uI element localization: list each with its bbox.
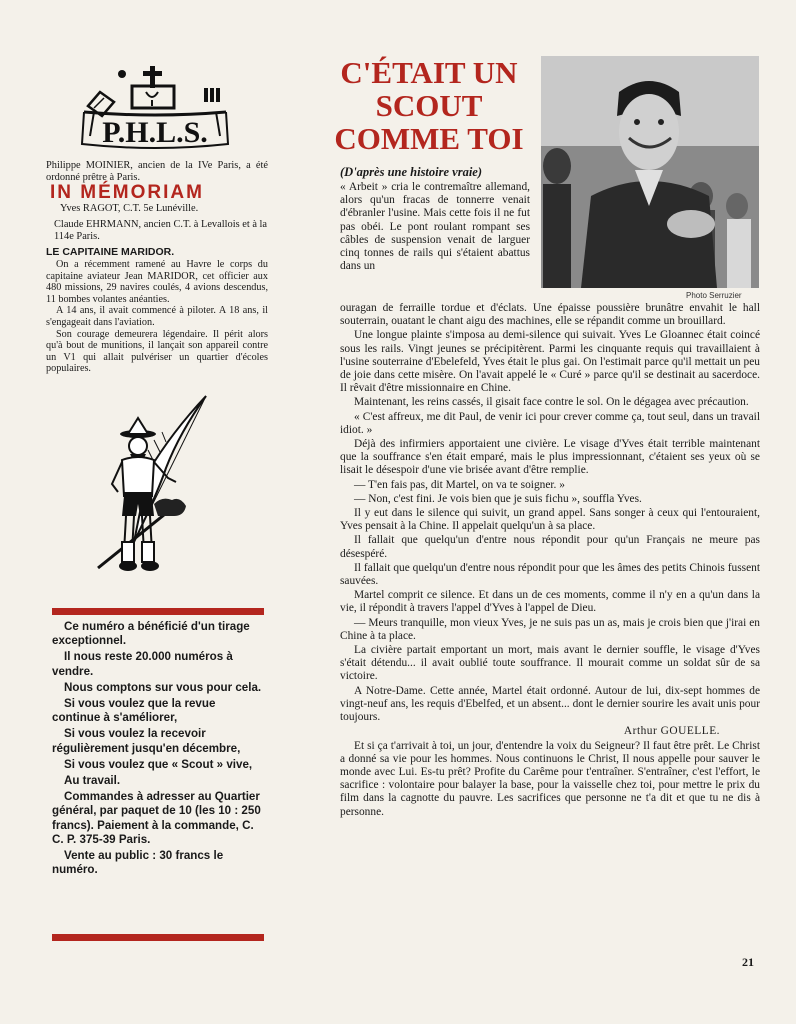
scout-illustration <box>88 392 216 602</box>
phls-emblem-drawing <box>80 62 230 160</box>
notice-paragraph: Vente au public : 30 francs le numéro. <box>52 849 224 877</box>
article-paragraph: — T'en fais pas, dit Martel, on va te soigner. » <box>354 478 565 491</box>
notice-rule-bottom <box>52 934 264 941</box>
page-number: 21 <box>742 955 754 969</box>
article-intro <box>340 181 530 273</box>
article-paragraph: Une longue plainte s'imposa au demi-silence qui suivait. Yves Le Gloannec était coincé sous les rails. Vingt jeunes se précipitèrent. Parmi les cinquante requis qui travaillaient à l'usine souterraine d'Ebelefeld, Yves était le plus gai. On l'estimait parce qu'il mettait un peu de joie dans cette misère. On l'avait appelé le « Curé » parce qu'il se destinait au sacerdoce. Il rêvait d'être missionnaire en Chine. <box>340 329 760 395</box>
scout-drawing <box>88 392 216 602</box>
article-paragraph: ouragan de ferraille tordue et d'éclats. Une épaisse poussière brunâtre envahit le hall souterrain, ouatant le chant aigu des machines, elle se répandit comme un brouillard. <box>340 302 760 328</box>
article-photo <box>541 56 759 288</box>
article-title-line: C'ÉTAIT UN <box>340 55 518 90</box>
notice-paragraph: Ce numéro a bénéficié d'un tirage exceptionnel. <box>52 620 250 648</box>
notice-paragraph: Commandes à adresser au Quartier général, par paquet de 10 (les 10 : 250 francs). Paiement à la commande, C. C. P. 375-39 Paris. <box>52 790 261 846</box>
memoriam-entry: Claude EHRMANN, ancien C.T. à Levallois et à la 114e Paris. <box>54 219 268 242</box>
article-subtitle: (D'après une histoire vraie) <box>340 165 483 179</box>
article-paragraph: Il fallait que quelqu'un d'entre nous répondit pour que les âmes des petits Chinois fussent sauvées. <box>340 561 760 588</box>
maridor-article <box>46 259 268 375</box>
ordination-notice: Philippe MOINIER, ancien de la IVe Paris, a été ordonné prêtre à Paris. <box>46 160 268 183</box>
notice-paragraph: Si vous voulez que « Scout » vive, <box>64 757 253 771</box>
maridor-paragraph: Son courage demeurera légendaire. Il périt alors qu'à bout de munitions, il lançait son appareil contre un V1 qui allait pulvériser un quartier d'écoles populaires. <box>46 328 268 375</box>
maridor-paragraph: On a récemment ramené au Havre le corps du capitaine aviateur Jean MARIDOR, cet officier aux 480 missions, 29 navires coulés, 4 avions descendus, 11 bombes volantes anéanties. <box>46 259 268 305</box>
memoriam-entry: Yves RAGOT, C.T. 5e Lunéville. <box>60 203 199 214</box>
article-signature <box>340 725 760 738</box>
author-name: Arthur GOUELLE. <box>623 725 720 738</box>
article-paragraph: La civière partait emportant un mort, mais avant le dernier souffle, le visage d'Yves s'était détendu... il avait oublié toute souffrance. Il mourait comme un soldat sûr de sa victoire. <box>340 644 760 683</box>
photo-credit: Photo Serruzier <box>686 291 742 300</box>
scout-photo-image <box>541 56 759 288</box>
article-paragraph: Martel comprit ce silence. Et dans un de ces moments, comme il n'y en a qu'un dans la vie, il répondit à travers l'appel d'Yves à l'appel de Dieu. <box>340 589 760 615</box>
article-paragraph: — Meurs tranquille, mon vieux Yves, je ne suis pas un as, mais je crois bien que j'irai en Chine à ta place. <box>340 616 760 642</box>
article-title <box>326 56 532 155</box>
notice-paragraph: Au travail. <box>64 774 121 788</box>
notice-rule-top <box>52 608 264 615</box>
article-paragraph: « Arbeit » cria le contremaître allemand, alors qu'un fracas de tonnerre venait d'ébranler l'usine. Mais cette fois il ne fut pas obéi. Le pont roulant rompant ses câbles de suspension venait de larguer cinq tonnes de rails qui s'étaient abattus dans un <box>340 181 530 273</box>
memoriam-heading: IN MÉMORIAM <box>50 182 204 203</box>
notice-paragraph: Si vous voulez la recevoir régulièrement jusqu'en décembre, <box>52 727 241 755</box>
article-paragraph: Maintenant, les reins cassés, il gisait face contre le sol. On le dégagea avec précaution. <box>354 396 749 409</box>
maridor-paragraph: A 14 ans, il avait commencé à piloter. A 18 ans, il s'engageait dans l'aviation. <box>46 305 268 328</box>
phls-emblem <box>80 62 230 160</box>
notice-paragraph: Il nous reste 20.000 numéros à vendre. <box>52 650 233 678</box>
notice-paragraph: Nous comptons sur vous pour cela. <box>64 680 262 694</box>
notice-paragraph: Si vous voulez que la revue continue à s'améliorer, <box>52 697 216 725</box>
article-paragraph: Il fallait que quelqu'un d'entre nous répondit pour qu'un Français ne meure pas désespéré. <box>340 534 760 560</box>
phls-emblem-text: P.H.L.S. <box>102 116 208 149</box>
article-paragraph: A Notre-Dame. Cette année, Martel était ordonné. Autour de lui, dix-sept hommes de vingt-neuf ans, les requis d'Ebelfed, et un absent... dont le dernier sourire les avait unis pour toujours. <box>340 684 760 724</box>
article-paragraph: — Non, c'est fini. Je vois bien que je suis fichu », souffla Yves. <box>354 492 642 505</box>
article-title-line: SCOUT <box>375 88 483 123</box>
article-paragraph: Et si ça t'arrivait à toi, un jour, d'entendre la voix du Seigneur? Il faut être prêt. Le Christ a donné sa vie pour les hommes. Nous continuons le Christ, Il nous appelle pour sauver le monde avec Lui. Es-tu prêt? Profite du Carême pour t'entraîner. S'entraîner, c'est l'effort, le sacrifice : volontaire pour balayer la base, pour la vaisselle chez toi, pour mettre le prix du film dans la cagnotte du pauvre. Les sacrifices que personne ne t'a dit et que tu ne dis à personne. <box>340 739 760 818</box>
article-body <box>340 302 760 820</box>
memoriam-list <box>46 203 268 243</box>
article-paragraph: Il y eut dans le silence qui suivit, un grand appel. Sans songer à ceux qui l'entouraient, Yves pensait à la Chine. Il appelait quelqu'un à sa place. <box>340 507 760 533</box>
article-paragraph: « C'est affreux, me dit Paul, de venir ici pour crever comme ça, tout seul, dans un travail idiot. » <box>340 410 760 436</box>
sales-notice <box>52 620 264 879</box>
article-paragraph: Déjà des infirmiers apportaient une civière. Le visage d'Yves était terrible maintenant que la souffrance s'en était emparé, mais le plus impressionnant, c'étaient ses yeux où se lisait le désespoir d'une vie brisée avant d'être remplie. <box>340 438 760 477</box>
article-title-line: COMME TOI <box>334 121 524 156</box>
maridor-heading: LE CAPITAINE MARIDOR. <box>46 246 175 258</box>
